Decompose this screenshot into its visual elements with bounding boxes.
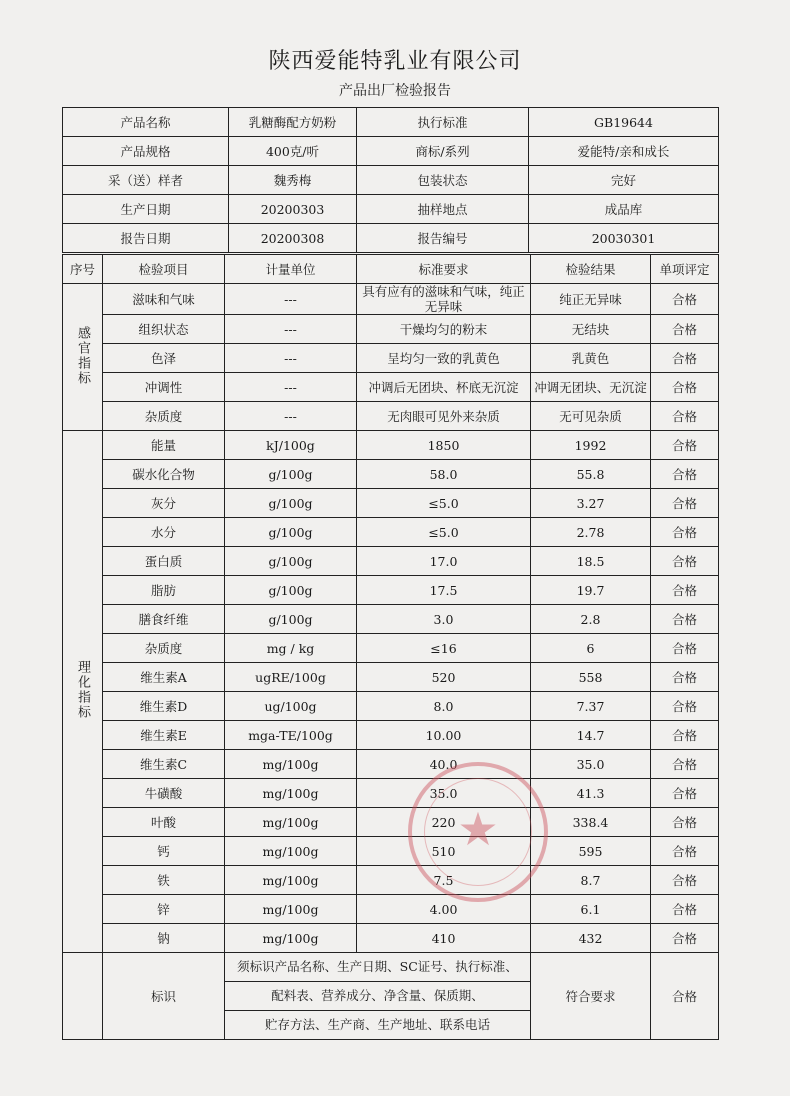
- info-row: [63, 195, 719, 224]
- cell-result: 35.0: [531, 750, 651, 779]
- cell-verdict: 合格: [651, 837, 719, 866]
- cell-standard: 具有应有的滋味和气味，纯正无异味: [357, 284, 531, 315]
- cell-verdict: 合格: [651, 953, 719, 1040]
- cell-standard: ≤16: [357, 634, 531, 663]
- col-unit: 计量单位: [225, 255, 357, 284]
- group-label: [63, 284, 103, 431]
- cell-result: 18.5: [531, 547, 651, 576]
- table-row: [63, 344, 719, 373]
- table-row: [63, 750, 719, 779]
- cell-verdict: 合格: [651, 518, 719, 547]
- cell-result: 无结块: [531, 315, 651, 344]
- cell-unit: g/100g: [225, 576, 357, 605]
- cell-verdict: 合格: [651, 431, 719, 460]
- info-label2: 执行标准: [357, 108, 529, 137]
- cell-result: 6: [531, 634, 651, 663]
- cell-result: 1992: [531, 431, 651, 460]
- table-row: [63, 866, 719, 895]
- cell-unit: g/100g: [225, 547, 357, 576]
- table-row: [63, 315, 719, 344]
- cell-item: 膳食纤维: [103, 605, 225, 634]
- cell-verdict: 合格: [651, 605, 719, 634]
- cell-item: 叶酸: [103, 808, 225, 837]
- table-row: [63, 924, 719, 953]
- info-value2: 爱能特/亲和成长: [529, 137, 719, 166]
- cell-verdict: 合格: [651, 344, 719, 373]
- cell-standard: 17.0: [357, 547, 531, 576]
- cell-result: 2.78: [531, 518, 651, 547]
- cell-standard: 4.00: [357, 895, 531, 924]
- cell-result: 432: [531, 924, 651, 953]
- cell-item: 维生素D: [103, 692, 225, 721]
- cell-unit: mga-TE/100g: [225, 721, 357, 750]
- cell-verdict: 合格: [651, 895, 719, 924]
- cell-item: 灰分: [103, 489, 225, 518]
- cell-standard: 7.5: [357, 866, 531, 895]
- cell-unit: ug/100g: [225, 692, 357, 721]
- cell-standard: ≤5.0: [357, 518, 531, 547]
- table-row: [63, 576, 719, 605]
- table-row: [63, 431, 719, 460]
- info-value2: 完好: [529, 166, 719, 195]
- cell-verdict: 合格: [651, 489, 719, 518]
- cell-verdict: 合格: [651, 692, 719, 721]
- cell-unit: mg/100g: [225, 837, 357, 866]
- group-label: [63, 431, 103, 953]
- info-label2: 报告编号: [357, 224, 529, 253]
- table-row: [63, 837, 719, 866]
- cell-verdict: 合格: [651, 402, 719, 431]
- cell-item: 维生素E: [103, 721, 225, 750]
- table-row: [63, 547, 719, 576]
- cell-result: 19.7: [531, 576, 651, 605]
- cell-verdict: 合格: [651, 547, 719, 576]
- col-verdict: 单项评定: [651, 255, 719, 284]
- cell-result: 595: [531, 837, 651, 866]
- cell-unit: g/100g: [225, 460, 357, 489]
- cell-result: 558: [531, 663, 651, 692]
- col-seq: 序号: [63, 255, 103, 284]
- company-name: 陕西爱能特乳业有限公司: [268, 49, 522, 74]
- cell-unit: ---: [225, 284, 357, 315]
- cell-seq-empty: [63, 953, 103, 1040]
- cell-unit: g/100g: [225, 489, 357, 518]
- info-row: [63, 224, 719, 253]
- cell-verdict: 合格: [651, 373, 719, 402]
- info-value1: 20200308: [229, 224, 357, 253]
- cell-unit: mg/100g: [225, 779, 357, 808]
- cell-item: 铁: [103, 866, 225, 895]
- cell-verdict: 合格: [651, 750, 719, 779]
- cell-item: 牛磺酸: [103, 779, 225, 808]
- info-row: [63, 108, 719, 137]
- info-table: [62, 107, 719, 253]
- table-row: [63, 518, 719, 547]
- cell-item: 维生素C: [103, 750, 225, 779]
- cell-item: 标识: [103, 953, 225, 1040]
- table-row: [63, 284, 719, 315]
- cell-unit: mg/100g: [225, 808, 357, 837]
- cell-standard: 无肉眼可见外来杂质: [357, 402, 531, 431]
- table-row: [63, 634, 719, 663]
- cell-item: 钠: [103, 924, 225, 953]
- table-row: [63, 460, 719, 489]
- info-value1: 乳糖酶配方奶粉: [229, 108, 357, 137]
- cell-result: 6.1: [531, 895, 651, 924]
- cell-result: 55.8: [531, 460, 651, 489]
- cell-verdict: 合格: [651, 634, 719, 663]
- cell-standard: 220: [357, 808, 531, 837]
- cell-verdict: 合格: [651, 284, 719, 315]
- table-row: [63, 895, 719, 924]
- cell-item: 冲调性: [103, 373, 225, 402]
- cell-result: 41.3: [531, 779, 651, 808]
- report-title: 产品出厂检验报告: [339, 83, 451, 99]
- cell-verdict: 合格: [651, 924, 719, 953]
- cell-verdict: 合格: [651, 576, 719, 605]
- cell-standard: 3.0: [357, 605, 531, 634]
- table-row: [63, 373, 719, 402]
- info-row: [63, 137, 719, 166]
- col-result: 检验结果: [531, 255, 651, 284]
- table-row: [63, 663, 719, 692]
- cell-item: 脂肪: [103, 576, 225, 605]
- standard-line: 贮存方法、生产商、生产地址、联系电话: [264, 1017, 490, 1032]
- label-row: [63, 953, 719, 1040]
- cell-unit: ---: [225, 373, 357, 402]
- info-label1: 生产日期: [63, 195, 229, 224]
- cell-standard: ≤5.0: [357, 489, 531, 518]
- cell-standard: 520: [357, 663, 531, 692]
- table-row: [63, 489, 719, 518]
- cell-item: 滋味和气味: [103, 284, 225, 315]
- cell-unit: ---: [225, 315, 357, 344]
- cell-unit: g/100g: [225, 605, 357, 634]
- cell-standard: 10.00: [357, 721, 531, 750]
- cell-unit: ---: [225, 402, 357, 431]
- cell-item: 杂质度: [103, 402, 225, 431]
- cell-unit: ugRE/100g: [225, 663, 357, 692]
- seal-star-icon: ★: [457, 802, 499, 856]
- cell-result: 符合要求: [531, 953, 651, 1040]
- cell-unit: mg/100g: [225, 750, 357, 779]
- cell-item: 杂质度: [103, 634, 225, 663]
- info-value1: 20200303: [229, 195, 357, 224]
- cell-verdict: 合格: [651, 808, 719, 837]
- cell-standard: 410: [357, 924, 531, 953]
- cell-unit: kJ/100g: [225, 431, 357, 460]
- info-row: [63, 166, 719, 195]
- group-label-text: 感官指标: [75, 325, 90, 386]
- group-label-text: 理化指标: [75, 660, 90, 720]
- table-row: [63, 779, 719, 808]
- cell-verdict: 合格: [651, 779, 719, 808]
- column-header-row: [63, 255, 719, 284]
- info-label2: 包装状态: [357, 166, 529, 195]
- cell-standard: 冲调后无团块、杯底无沉淀: [357, 373, 531, 402]
- cell-unit: g/100g: [225, 518, 357, 547]
- cell-item: 能量: [103, 431, 225, 460]
- table-row: [63, 605, 719, 634]
- cell-result: 冲调无团块、无沉淀: [531, 373, 651, 402]
- cell-unit: mg/100g: [225, 866, 357, 895]
- cell-standard: 呈均匀一致的乳黄色: [357, 344, 531, 373]
- cell-unit: mg / kg: [225, 634, 357, 663]
- cell-result: 无可见杂质: [531, 402, 651, 431]
- cell-result: 7.37: [531, 692, 651, 721]
- info-value2: GB19644: [529, 108, 719, 137]
- info-label1: 产品规格: [63, 137, 229, 166]
- info-label1: 采（送）样者: [63, 166, 229, 195]
- cell-standard: 17.5: [357, 576, 531, 605]
- cell-verdict: 合格: [651, 460, 719, 489]
- cell-standard: 510: [357, 837, 531, 866]
- table-row: [63, 808, 719, 837]
- cell-standard: 40.0: [357, 750, 531, 779]
- cell-item: 钙: [103, 837, 225, 866]
- cell-standard: 58.0: [357, 460, 531, 489]
- inspection-table: [62, 254, 719, 1040]
- cell-unit: mg/100g: [225, 895, 357, 924]
- cell-verdict: 合格: [651, 663, 719, 692]
- cell-verdict: 合格: [651, 721, 719, 750]
- info-value2: 成品库: [529, 195, 719, 224]
- cell-verdict: 合格: [651, 866, 719, 895]
- cell-unit: ---: [225, 344, 357, 373]
- cell-item: 碳水化合物: [103, 460, 225, 489]
- cell-standard: [225, 953, 531, 1040]
- cell-result: 14.7: [531, 721, 651, 750]
- cell-standard: 8.0: [357, 692, 531, 721]
- cell-result: 乳黄色: [531, 344, 651, 373]
- cell-standard: 1850: [357, 431, 531, 460]
- cell-item: 组织状态: [103, 315, 225, 344]
- info-label1: 报告日期: [63, 224, 229, 253]
- cell-result: 338.4: [531, 808, 651, 837]
- info-value1: 魏秀梅: [229, 166, 357, 195]
- cell-result: 2.8: [531, 605, 651, 634]
- info-value2: 20030301: [529, 224, 719, 253]
- info-label1: 产品名称: [63, 108, 229, 137]
- standard-line: 须标识产品名称、生产日期、SC证号、执行标准、: [225, 953, 530, 982]
- cell-item: 色泽: [103, 344, 225, 373]
- cell-standard: 35.0: [357, 779, 531, 808]
- col-standard: 标准要求: [357, 255, 531, 284]
- cell-item: 水分: [103, 518, 225, 547]
- cell-result: 纯正无异味: [531, 284, 651, 315]
- table-row: [63, 692, 719, 721]
- info-label2: 商标/系列: [357, 137, 529, 166]
- cell-item: 蛋白质: [103, 547, 225, 576]
- cell-standard: 干燥均匀的粉末: [357, 315, 531, 344]
- info-value1: 400克/听: [229, 137, 357, 166]
- col-item: 检验项目: [103, 255, 225, 284]
- info-label2: 抽样地点: [357, 195, 529, 224]
- cell-verdict: 合格: [651, 315, 719, 344]
- cell-item: 维生素A: [103, 663, 225, 692]
- cell-result: 3.27: [531, 489, 651, 518]
- table-row: [63, 721, 719, 750]
- standard-line: 配料表、营养成分、净含量、保质期、: [225, 982, 530, 1011]
- cell-result: 8.7: [531, 866, 651, 895]
- cell-unit: mg/100g: [225, 924, 357, 953]
- cell-item: 锌: [103, 895, 225, 924]
- table-row: [63, 402, 719, 431]
